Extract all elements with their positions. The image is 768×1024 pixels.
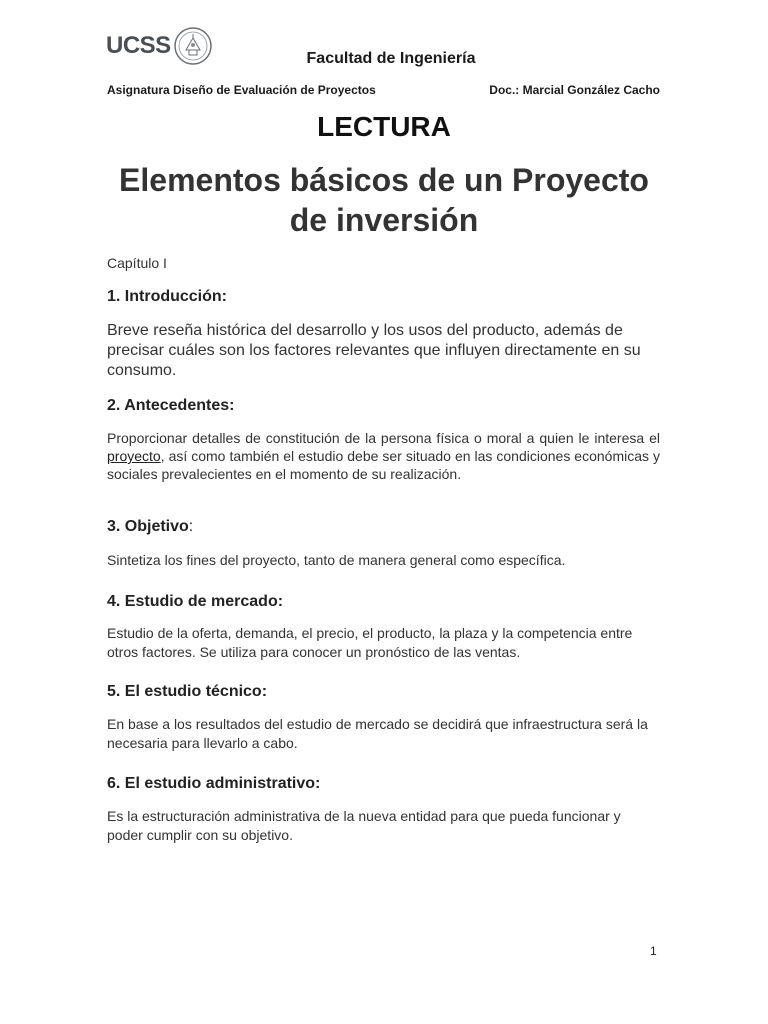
proyecto-link[interactable]: proyecto [107, 448, 161, 464]
section-estudio-administrativo [107, 775, 660, 845]
chapter-label: Capítulo I [107, 255, 167, 271]
section-body: Estudio de la oferta, demanda, el precio, el producto, la plaza y la competencia entre otros factores. Se utiliza para conocer un pronóstico de las ventas. [107, 625, 633, 660]
course-info-line [107, 83, 660, 97]
section-introduccion [107, 288, 660, 381]
section-heading: 2. Antecedentes: [107, 397, 235, 414]
section-body: Es la estructuración administrativa de la nueva entidad para que pueda funcionar y poder cumplir con su objetivo. [107, 808, 621, 843]
faculty-name: Facultad de Ingeniería [306, 50, 476, 67]
section-estudio-tecnico [107, 683, 660, 753]
section-body: Sintetiza los fines del proyecto, tanto de manera general como específica. [107, 552, 566, 568]
section-heading [107, 518, 660, 536]
body-text-before-link: Proporcionar detalles de constitución de la persona física o moral a quien le interesa el [107, 430, 660, 446]
section-heading: 1. Introducción: [107, 288, 227, 305]
document-title: Elementos básicos de un Proyecto de inversión [119, 162, 649, 238]
section-body: En base a los resultados del estudio de mercado se decidirá que infraestructura será la necesaria para llevarlo a cabo. [107, 716, 648, 751]
document-label: LECTURA [317, 111, 451, 142]
section-heading-text: 3. Objetivo [107, 518, 189, 535]
section-body: Breve reseña histórica del desarrollo y los usos del producto, además de precisar cuáles son los factores relevantes que influyen directamente en su consumo. [107, 322, 641, 379]
section-heading: 5. El estudio técnico: [107, 683, 268, 700]
course-name: Asignatura Diseño de Evaluación de Proyectos [107, 83, 376, 97]
section-antecedentes [107, 397, 660, 483]
section-body [107, 429, 660, 483]
page-number: 1 [650, 944, 657, 958]
teacher-name: Doc.: Marcial González Cacho [489, 83, 660, 97]
section-heading: 4. Estudio de mercado: [107, 593, 284, 610]
section-heading: 6. El estudio administrativo: [107, 775, 321, 792]
logo-text: UCSS [106, 32, 171, 59]
section-heading-suffix: : [188, 518, 194, 535]
section-estudio-mercado [107, 593, 660, 662]
body-text-after-link: , así como también el estudio debe ser situado en las condiciones económicas y sociales prevalecientes en el momento de su realización. [107, 448, 660, 482]
section-objetivo [107, 518, 660, 570]
